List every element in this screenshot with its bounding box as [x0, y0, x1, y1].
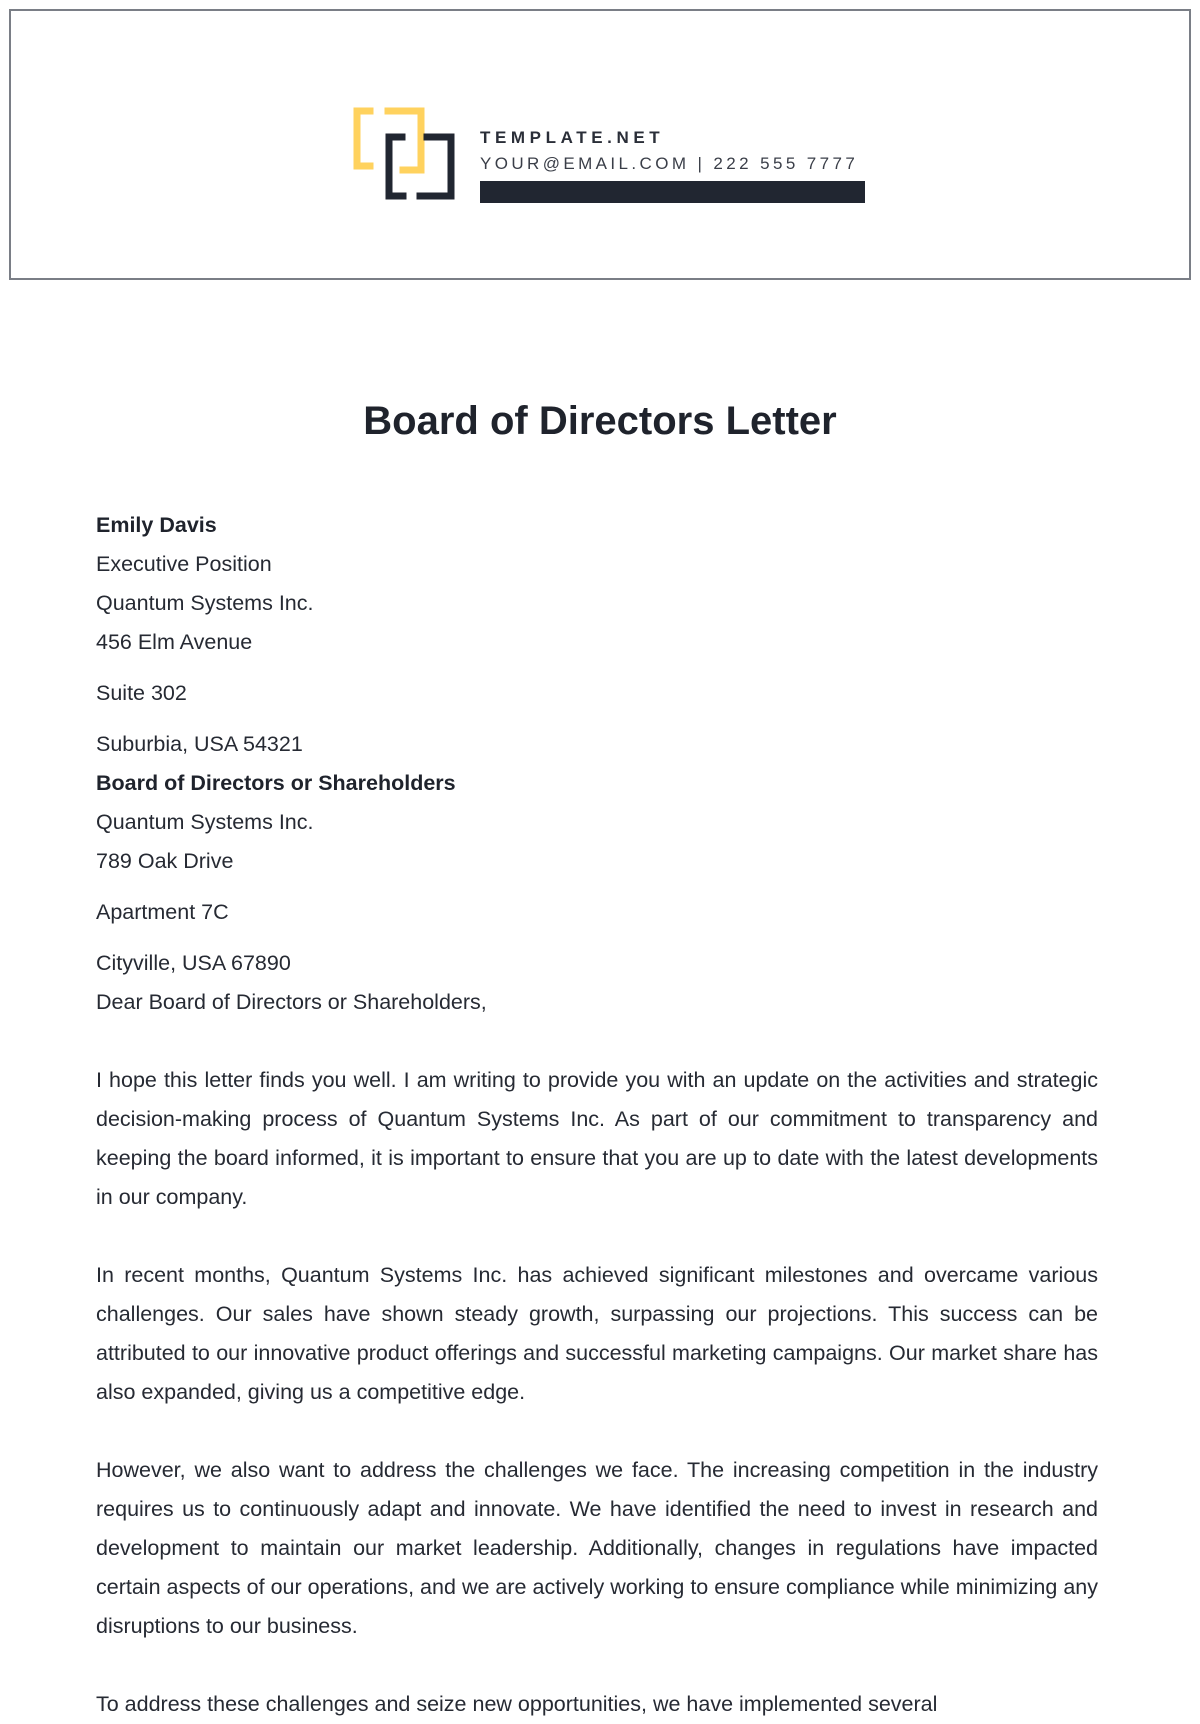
sender-address-line1: 456 Elm Avenue — [96, 630, 253, 654]
recipient-address-line1: 789 Oak Drive — [96, 849, 234, 873]
salutation: Dear Board of Directors or Shareholders, — [96, 990, 487, 1014]
recipient-address-line2: Apartment 7C — [96, 900, 229, 924]
sender-city-line: Suburbia, USA 54321 — [96, 732, 303, 756]
body-paragraph: However, we also want to address the challenges we face. The increasing competition in the industry requires us to continuously adapt and innovate. We have identified the need to invest in research and development to maintain our market leadership. Additionally, changes in regulations have impacted certain aspects of our operations, and we are actively working to ensure compliance while minimizing any disruptions to our business. — [96, 1458, 1098, 1638]
letter-body — [96, 506, 1098, 1724]
recipient-city-line: Cityville, USA 67890 — [96, 951, 291, 975]
letterhead-box — [9, 9, 1191, 280]
sender-name: Emily Davis — [96, 513, 217, 537]
sender-address-line2: Suite 302 — [96, 681, 187, 705]
recipient-name: Board of Directors or Shareholders — [96, 771, 456, 795]
body-paragraph: I hope this letter finds you well. I am writing to provide you with an update on the activities and strategic decision-making process of Quantum Systems Inc. As part of our commitment to transparency and keeping the board informed, it is important to ensure that you are up to date with the latest developments in our company. — [96, 1068, 1098, 1209]
sender-company: Quantum Systems Inc. — [96, 591, 314, 615]
recipient-company: Quantum Systems Inc. — [96, 810, 314, 834]
brand-decorative-bar — [480, 181, 865, 203]
body-paragraph: To address these challenges and seize new opportunities, we have implemented several — [96, 1692, 938, 1716]
brand-contact: YOUR@EMAIL.COM | 222 555 7777 — [480, 154, 859, 173]
brand-block — [480, 127, 865, 203]
brand-name: TEMPLATE.NET — [480, 128, 665, 147]
body-paragraph: In recent months, Quantum Systems Inc. has achieved significant milestones and overcame various challenges. Our sales have shown steady growth, surpassing our projections. This success can be attributed to our innovative product offerings and successful marketing campaigns. Our market share has also expanded, giving us a competitive edge. — [96, 1263, 1098, 1404]
template-logo-icon — [353, 107, 455, 203]
document-title: Board of Directors Letter — [363, 399, 837, 443]
sender-position: Executive Position — [96, 552, 272, 576]
